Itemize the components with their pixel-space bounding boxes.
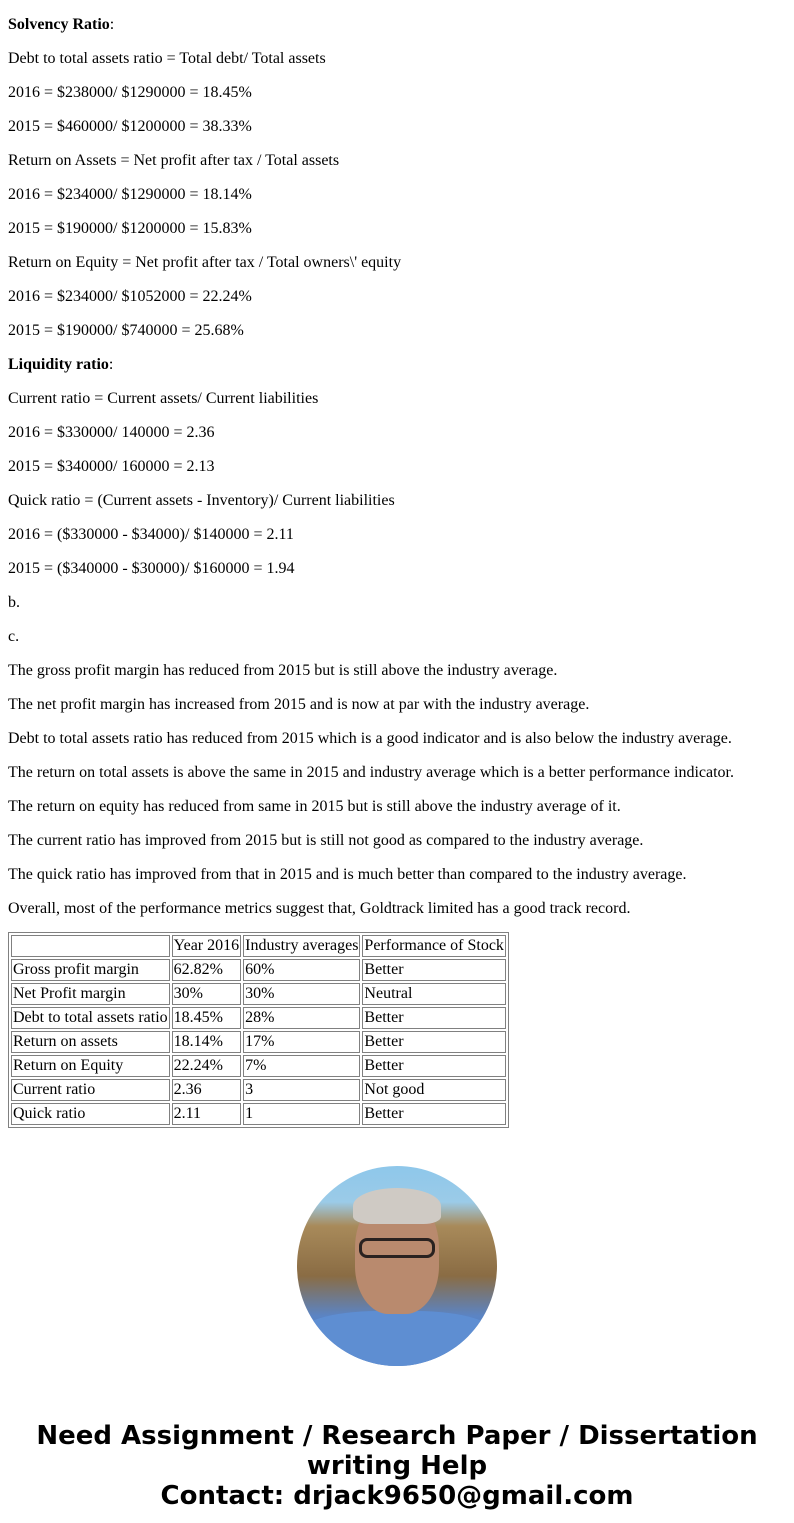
table-row bbox=[11, 959, 506, 981]
paragraph-text: The gross profit margin has reduced from 2015 but is still above the industry average. bbox=[8, 662, 558, 679]
table-cell: Better bbox=[362, 1103, 506, 1125]
paragraph bbox=[8, 220, 786, 238]
paragraph-text: The quick ratio has improved from that in 2015 and is much better than compared to the industry average. bbox=[8, 866, 687, 883]
table-cell: Net Profit margin bbox=[11, 983, 170, 1005]
table-cell: Quick ratio bbox=[11, 1103, 170, 1125]
table-row bbox=[11, 1007, 506, 1029]
table-cell: 2.36 bbox=[172, 1079, 241, 1101]
answer-content bbox=[8, 16, 786, 918]
table-row bbox=[11, 1079, 506, 1101]
table-cell: Year 2016 bbox=[172, 935, 241, 957]
paragraph-text: Return on Assets = Net profit after tax / Total assets bbox=[8, 152, 340, 169]
table-cell: Not good bbox=[362, 1079, 506, 1101]
paragraph bbox=[8, 424, 786, 442]
paragraph bbox=[8, 662, 786, 680]
paragraph bbox=[8, 50, 786, 68]
table-cell: Neutral bbox=[362, 983, 506, 1005]
table-cell: 60% bbox=[243, 959, 360, 981]
paragraph-text: 2015 = $460000/ $1200000 = 38.33% bbox=[8, 118, 252, 135]
table-cell: Better bbox=[362, 959, 506, 981]
table-cell: 18.14% bbox=[172, 1031, 241, 1053]
table-cell: 7% bbox=[243, 1055, 360, 1077]
paragraph bbox=[8, 764, 786, 782]
author-avatar bbox=[297, 1166, 497, 1366]
banner-line-2: writing Help bbox=[306, 1451, 488, 1481]
table-row bbox=[11, 1103, 506, 1125]
table-cell: Better bbox=[362, 1031, 506, 1053]
paragraph-text: 2015 = $340000/ 160000 = 2.13 bbox=[8, 458, 215, 475]
paragraph-text: 2016 = $234000/ $1052000 = 22.24% bbox=[8, 288, 252, 305]
paragraph-text: 2016 = $330000/ 140000 = 2.36 bbox=[8, 424, 215, 441]
table-cell: 28% bbox=[243, 1007, 360, 1029]
paragraph-text: The current ratio has improved from 2015 but is still not good as compared to the industry average. bbox=[8, 832, 644, 849]
paragraph bbox=[8, 594, 786, 612]
table-cell: 3 bbox=[243, 1079, 360, 1101]
contact-banner bbox=[8, 1421, 786, 1511]
paragraph-text: : bbox=[109, 16, 115, 33]
paragraph-text: The net profit margin has increased from 2015 and is now at par with the industry average. bbox=[8, 696, 590, 713]
table-cell: 18.45% bbox=[172, 1007, 241, 1029]
banner-contact: Contact: drjack9650@gmail.com bbox=[160, 1481, 634, 1511]
table-header-row bbox=[11, 935, 506, 957]
banner-line-1: Need Assignment / Research Paper / Dissertation bbox=[36, 1421, 758, 1451]
table-cell: Better bbox=[362, 1007, 506, 1029]
ratio-comparison-table bbox=[8, 932, 509, 1128]
paragraph bbox=[8, 152, 786, 170]
paragraph-text: 2015 = ($340000 - $30000)/ $160000 = 1.94 bbox=[8, 560, 295, 577]
table-cell: Industry averages bbox=[243, 935, 360, 957]
paragraph bbox=[8, 696, 786, 714]
table-cell: 62.82% bbox=[172, 959, 241, 981]
heading-label: Solvency Ratio bbox=[8, 16, 110, 33]
paragraph bbox=[8, 560, 786, 578]
table-cell: 17% bbox=[243, 1031, 360, 1053]
avatar-container bbox=[8, 1166, 786, 1371]
table-cell: 2.11 bbox=[172, 1103, 241, 1125]
paragraph-text: Current ratio = Current assets/ Current liabilities bbox=[8, 390, 319, 407]
paragraph bbox=[8, 526, 786, 544]
paragraph-text: 2015 = $190000/ $740000 = 25.68% bbox=[8, 322, 244, 339]
paragraph-text: Debt to total assets ratio has reduced from 2015 which is a good indicator and is also below the industry average. bbox=[8, 730, 732, 747]
section-heading bbox=[8, 356, 786, 374]
paragraph bbox=[8, 832, 786, 850]
paragraph bbox=[8, 84, 786, 102]
table-cell bbox=[11, 935, 170, 957]
paragraph-text: : bbox=[108, 356, 114, 373]
paragraph-text: The return on equity has reduced from same in 2015 but is still above the industry average of it. bbox=[8, 798, 621, 815]
table-cell: 1 bbox=[243, 1103, 360, 1125]
paragraph bbox=[8, 866, 786, 884]
paragraph-text: Return on Equity = Net profit after tax / Total owners\' equity bbox=[8, 254, 402, 271]
paragraph bbox=[8, 900, 786, 918]
table-cell: Better bbox=[362, 1055, 506, 1077]
table-row bbox=[11, 1031, 506, 1053]
paragraph bbox=[8, 458, 786, 476]
paragraph bbox=[8, 186, 786, 204]
table-cell: Gross profit margin bbox=[11, 959, 170, 981]
paragraph-text: c. bbox=[8, 628, 20, 645]
paragraph-text: The return on total assets is above the same in 2015 and industry average which is a better performance indicator. bbox=[8, 764, 734, 781]
paragraph-text: 2015 = $190000/ $1200000 = 15.83% bbox=[8, 220, 252, 237]
table-cell: Performance of Stock bbox=[362, 935, 506, 957]
paragraph bbox=[8, 798, 786, 816]
paragraph bbox=[8, 628, 786, 646]
paragraph bbox=[8, 492, 786, 510]
paragraph-text: Quick ratio = (Current assets - Inventory)/ Current liabilities bbox=[8, 492, 395, 509]
paragraph-text: 2016 = $234000/ $1290000 = 18.14% bbox=[8, 186, 252, 203]
paragraph bbox=[8, 390, 786, 408]
table-cell: 22.24% bbox=[172, 1055, 241, 1077]
paragraph-text: 2016 = ($330000 - $34000)/ $140000 = 2.11 bbox=[8, 526, 294, 543]
paragraph bbox=[8, 288, 786, 306]
table-cell: Return on Equity bbox=[11, 1055, 170, 1077]
table-row bbox=[11, 1055, 506, 1077]
section-heading bbox=[8, 16, 786, 34]
paragraph-text: 2016 = $238000/ $1290000 = 18.45% bbox=[8, 84, 252, 101]
table-row bbox=[11, 983, 506, 1005]
paragraph bbox=[8, 730, 786, 748]
paragraph-text: b. bbox=[8, 594, 20, 611]
paragraph-text: Overall, most of the performance metrics suggest that, Goldtrack limited has a good track record. bbox=[8, 900, 631, 917]
table-cell: 30% bbox=[243, 983, 360, 1005]
paragraph bbox=[8, 254, 786, 272]
table-cell: 30% bbox=[172, 983, 241, 1005]
table-cell: Current ratio bbox=[11, 1079, 170, 1101]
paragraph bbox=[8, 322, 786, 340]
paragraph-text: Debt to total assets ratio = Total debt/ Total assets bbox=[8, 50, 326, 67]
heading-label: Liquidity ratio bbox=[8, 356, 109, 373]
table-cell: Return on assets bbox=[11, 1031, 170, 1053]
table-cell: Debt to total assets ratio bbox=[11, 1007, 170, 1029]
paragraph bbox=[8, 118, 786, 136]
